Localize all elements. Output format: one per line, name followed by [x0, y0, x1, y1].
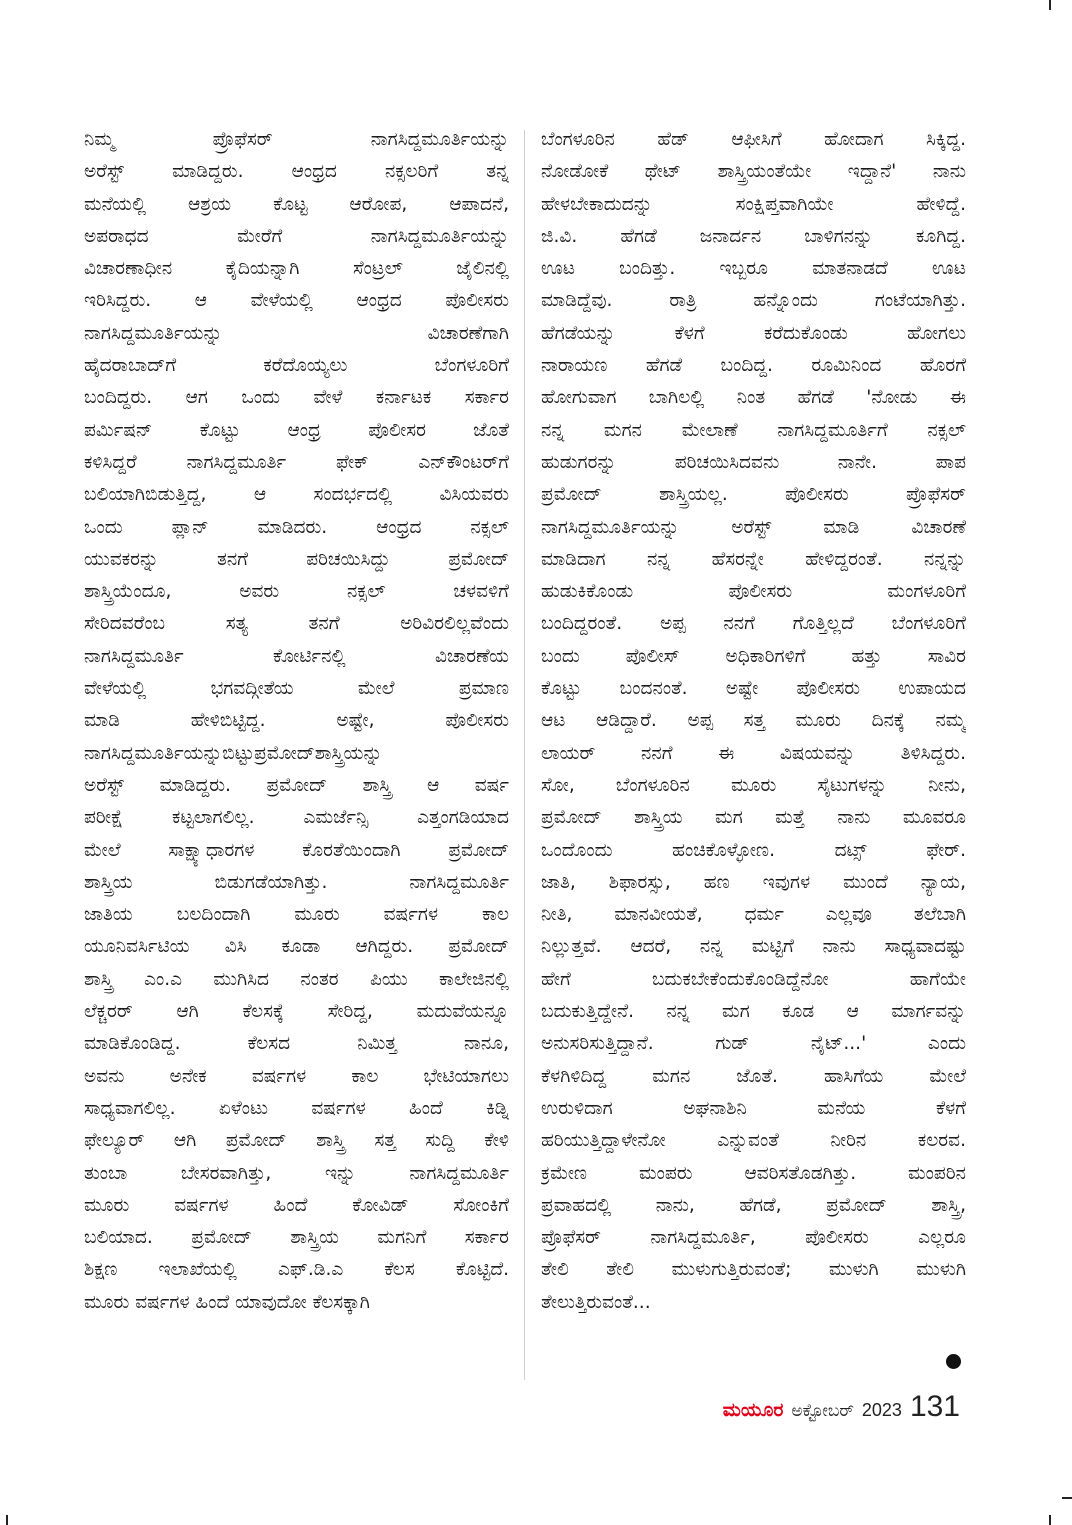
text-line: ನಿಲ್ಲುತ್ತವೆ. ಆದರೆ, ನನ್ನ ಮಟ್ಟಿಗೆ ನಾನು ಸಾಧ್ಯವಾದಷ್ಟು — [541, 936, 966, 958]
text-line: ಒಂದು ಪ್ಲಾನ್ ಮಾಡಿದರು. ಆಂಧ್ರದ ನಕ್ಸಲ್ — [84, 516, 509, 538]
column-divider — [524, 130, 525, 1380]
text-line: ಬಂದಿದ್ದರಂತೆ. ಅಪ್ಪ ನನಗೆ ಗೊತ್ತಿಲ್ಲದೆ ಬೆಂಗಳೂರಿಗೆ — [541, 613, 966, 635]
text-line: ಬಂದು ಪೊಲೀಸ್ ಅಧಿಕಾರಿಗಳಿಗೆ ಹತ್ತು ಸಾವಿರ — [541, 645, 966, 667]
issue-month: ಅಕ್ಟೋಬರ್ — [791, 1401, 854, 1421]
text-line: ಬೆಂಗಳೂರಿನ ಹೆಡ್ ಆಫೀಸಿಗೆ ಹೋದಾಗ ಸಿಕ್ಕಿದ್ದ. — [541, 129, 966, 150]
text-line: ಬಲಿಯಾದ. ಪ್ರಮೋದ್ ಶಾಸ್ತ್ರಿಯ ಮಗನಿಗೆ ಸರ್ಕಾರ — [84, 1227, 509, 1249]
crop-mark-bottom-left — [6, 1515, 8, 1525]
text-line: ಆಟ ಆಡಿದ್ದಾರೆ. ಅಪ್ಪ ಸತ್ತ ಮೂರು ದಿನಕ್ಕೆ ನಮ್ಮ — [541, 710, 966, 732]
text-line: ಜಾತಿ, ಶಿಫಾರಸ್ಸು, ಹಣ ಇವುಗಳ ಮುಂದೆ ನ್ಯಾಯ, — [541, 871, 966, 893]
text-line: ಬದುಕುತ್ತಿದ್ದೇನೆ. ನನ್ನ ಮಗ ಕೂಡ ಆ ಮಾರ್ಗವನ್ನು — [541, 1001, 966, 1023]
text-line: ಮೂರು ವರ್ಷಗಳ ಹಿಂದೆ ಕೋವಿಡ್ ಸೋಂಕಿಗೆ — [84, 1194, 509, 1216]
text-line: ಇರಿಸಿದ್ದರು. ಆ ವೇಳೆಯಲ್ಲಿ ಆಂಧ್ರದ ಪೊಲೀಸರು — [84, 290, 509, 312]
text-line: ಊಟ ಬಂದಿತ್ತು. ಇಬ್ಬರೂ ಮಾತನಾಡದೆ ಊಟ — [541, 258, 966, 280]
text-line: ಕ್ರಮೇಣ ಮಂಪರು ಆವರಿಸತೊಡಗಿತ್ತು. ಮಂಪರಿನ — [541, 1162, 966, 1184]
text-line: ನಾಗಸಿದ್ದಮೂರ್ತಿ ಕೋರ್ಟಿನಲ್ಲಿ ವಿಚಾರಣೆಯ — [84, 645, 509, 667]
text-line: ವೇಳೆಯಲ್ಲಿ ಭಗವದ್ಗೀತೆಯ ಮೇಲೆ ಪ್ರಮಾಣ — [84, 678, 509, 700]
page-number: 131 — [909, 1390, 960, 1423]
text-line: ಕೊಟ್ಟು ಬಂದನಂತೆ. ಅಷ್ಟೇ ಪೊಲೀಸರು ಉಪಾಯದ — [541, 678, 966, 700]
text-line: ಸೋ, ಬೆಂಗಳೂರಿನ ಮೂರು ಸೈಟುಗಳನ್ನು ನೀನು, — [541, 774, 966, 796]
text-line: ಪರ್ಮಿಷನ್ ಕೊಟ್ಟು ಆಂಧ್ರ ಪೊಲೀಸರ ಜೊತೆ — [84, 419, 509, 441]
text-line: ಲೆಕ್ಚರರ್ ಆಗಿ ಕೆಲಸಕ್ಕೆ ಸೇರಿದ್ದ, ಮದುವೆಯನ್ನೂ — [84, 1001, 509, 1023]
magazine-name: ಮಯೂರ — [722, 1399, 784, 1421]
text-line: ಮಾಡಿಕೊಂಡಿದ್ದ. ಕೆಲಸದ ನಿಮಿತ್ತ ನಾನೂ, — [84, 1033, 509, 1055]
text-line: ತೇಲುತ್ತಿರುವಂತೆ... — [541, 1291, 651, 1313]
text-line: ಶಾಸ್ತ್ರಿ ಎಂ.ಎ ಮುಗಿಸಿದ ನಂತರ ಪಿಯು ಕಾಲೇಜಿನಲ್ಲಿ — [84, 968, 509, 990]
text-line: ಶಾಸ್ತ್ರಿಯೆಂದೂ, ಅವರು ನಕ್ಸಲ್ ಚಳವಳಿಗೆ — [84, 581, 509, 603]
text-line: ಕಳಿಸಿದ್ದರೆ ನಾಗಸಿದ್ದಮೂರ್ತಿ ಫೇಕ್ ಎನ್‌ಕೌಂಟರ್‌ಗೆ — [84, 451, 509, 473]
text-line: ನೋಡೋಕೆ ಥೇಟ್ ಶಾಸ್ತ್ರಿಯಂತೆಯೇ ಇದ್ದಾನೆ' ನಾನು — [541, 161, 966, 183]
text-line: ಹೆಗಡೆಯನ್ನು ಕೆಳಗೆ ಕರೆದುಕೊಂಡು ಹೋಗಲು — [541, 322, 966, 344]
text-line: ಯುವಕರನ್ನು ತನಗೆ ಪರಿಚಯಿಸಿದ್ದು ಪ್ರಮೋದ್ — [84, 548, 509, 570]
text-line: ಅಪರಾಧದ ಮೇರೆಗೆ ನಾಗಸಿದ್ದಮೂರ್ತಿಯನ್ನು — [84, 225, 509, 247]
text-line: ಬಲಿಯಾಗಿಬಿಡುತ್ತಿದ್ದ, ಆ ಸಂದರ್ಭದಲ್ಲಿ ವಿಸಿಯವರು — [84, 484, 509, 506]
text-line: ಶಾಸ್ತ್ರಿಯ ಬಿಡುಗಡೆಯಾಗಿತ್ತು. ನಾಗಸಿದ್ದಮೂರ್ತಿ — [84, 871, 509, 893]
text-line: ನಾಗಸಿದ್ದಮೂರ್ತಿಯನ್ನು ಅರೆಸ್ಟ್ ಮಾಡಿ ವಿಚಾರಣೆ — [541, 516, 966, 538]
text-line: ತುಂಬಾ ಬೇಸರವಾಗಿತ್ತು, ಇನ್ನು ನಾಗಸಿದ್ದಮೂರ್ತಿ — [84, 1162, 509, 1184]
text-line: ಯೂನಿವರ್ಸಿಟಿಯ ವಿಸಿ ಕೂಡಾ ಆಗಿದ್ದರು. ಪ್ರಮೋದ್ — [84, 936, 509, 958]
text-line: ಹೇಗೆ ಬದುಕಬೇಕೆಂದುಕೊಂಡಿದ್ದೆನೋ ಹಾಗೆಯೇ — [541, 968, 966, 990]
text-line: ನಾಗಸಿದ್ದಮೂರ್ತಿಯನ್ನು ವಿಚಾರಣೆಗಾಗಿ — [84, 322, 509, 344]
text-line: ಮಾಡಿದ್ದೆವು. ರಾತ್ರಿ ಹನ್ನೊಂದು ಗಂಟೆಯಾಗಿತ್ತು. — [541, 290, 966, 312]
text-line: ವಿಚಾರಣಾಧೀನ ಕೈದಿಯನ್ನಾಗಿ ಸೆಂಟ್ರಲ್ ಜೈಲಿನಲ್ಲಿ — [84, 258, 509, 280]
issue-year: 2023 — [861, 1400, 902, 1420]
text-line: ಪ್ರಮೋದ್ ಶಾಸ್ತ್ರಿಯ ಮಗ ಮತ್ತೆ ನಾನು ಮೂವರೂ — [541, 807, 966, 829]
text-line: ಅರೆಸ್ಟ್ ಮಾಡಿದ್ದರು. ಆಂಧ್ರದ ನಕ್ಸಲರಿಗೆ ತನ್ನ — [84, 161, 509, 183]
crop-mark-bottom-right-h — [1062, 1497, 1072, 1499]
text-line: ಒಂದೊಂದು ಹಂಚಿಕೊಳ್ಳೋಣ. ದಟ್ಸ್ ಫೇರ್. — [541, 839, 966, 861]
text-line: ಪ್ರೊಫೆಸರ್ ನಾಗಸಿದ್ದಮೂರ್ತಿ, ಪೊಲೀಸರು ಎಲ್ಲರೂ — [541, 1227, 966, 1249]
text-line: ಮನೆಯಲ್ಲಿ ಆಶ್ರಯ ಕೊಟ್ಟ ಆರೋಪ, ಆಪಾದನೆ, — [84, 193, 509, 215]
crop-mark-top-right — [1049, 0, 1051, 10]
text-line: ಹುಡುಕಿಕೊಂಡು ಪೊಲೀಸರು ಮಂಗಳೂರಿಗೆ — [541, 581, 966, 603]
text-line: ಅವನು ಅನೇಕ ವರ್ಷಗಳ ಕಾಲ ಭೇಟಿಯಾಗಲು — [84, 1065, 509, 1087]
text-line: ಮೂರು ವರ್ಷಗಳ ಹಿಂದೆ ಯಾವುದೋ ಕೆಲಸಕ್ಕಾಗಿ — [84, 1291, 370, 1313]
crop-mark-bottom-right-v — [1049, 1515, 1051, 1525]
text-line: ಶಿಕ್ಷಣ ಇಲಾಖೆಯಲ್ಲಿ ಎಫ್.ಡಿ.ಎ ಕೆಲಸ ಕೊಟ್ಟಿದೆ. — [84, 1259, 509, 1281]
text-line: ಮಾಡಿದಾಗ ನನ್ನ ಹೆಸರನ್ನೇ ಹೇಳಿದ್ದರಂತೆ. ನನ್ನನ್ನು — [541, 548, 966, 570]
text-line: ಹೇಳಬೇಕಾದುದನ್ನು ಸಂಕ್ಷಿಪ್ತವಾಗಿಯೇ ಹೇಳಿದ್ದೆ. — [541, 193, 966, 215]
right-text-column — [541, 124, 966, 1319]
text-line: ನನ್ನ ಮಗನ ಮೇಲಾಣೆ ನಾಗಸಿದ್ದಮೂರ್ತಿಗೆ ನಕ್ಸಲ್ — [541, 419, 966, 441]
text-line: ಹೋಗುವಾಗ ಬಾಗಿಲಲ್ಲಿ ನಿಂತ ಹೆಗಡೆ 'ನೋಡು ಈ — [541, 387, 966, 409]
text-line: ತೇಲಿ ತೇಲಿ ಮುಳುಗುತ್ತಿರುವಂತೆ; ಮುಳುಗಿ ಮುಳುಗಿ — [541, 1259, 966, 1281]
text-line: ಪ್ರವಾಹದಲ್ಲಿ ನಾನು, ಹೆಗಡೆ, ಪ್ರಮೋದ್ ಶಾಸ್ತ್ರಿ, — [541, 1194, 966, 1216]
text-line: ಮಾಡಿ ಹೇಳಿಬಿಟ್ಟಿದ್ದ. ಅಷ್ಟೇ, ಪೊಲೀಸರು — [84, 710, 509, 732]
text-line: ನಾರಾಯಣ ಹೆಗಡೆ ಬಂದಿದ್ದ. ರೂಮಿನಿಂದ ಹೊರಗೆ — [541, 355, 966, 377]
text-line: ಮೇಲೆ ಸಾಕ್ಷ್ಯಾಧಾರಗಳ ಕೊರತೆಯಿಂದಾಗಿ ಪ್ರಮೋದ್ — [84, 839, 509, 861]
text-line: ಹೈದರಾಬಾದ್‌ಗೆ ಕರೆದೊಯ್ಯಲು ಬೆಂಗಳೂರಿಗೆ — [84, 355, 509, 377]
text-line: ನಿಮ್ಮ ಪ್ರೊಫೆಸರ್ ನಾಗಸಿದ್ದಮೂರ್ತಿಯನ್ನು — [84, 129, 509, 150]
page-footer — [723, 1390, 960, 1434]
text-line: ಉರುಳಿದಾಗ ಅಘನಾಶಿನಿ ಮನೆಯ ಕೆಳಗೆ — [541, 1097, 966, 1119]
text-line: ಲಾಯರ್ ನನಗೆ ಈ ವಿಷಯವನ್ನು ತಿಳಿಸಿದ್ದರು. — [541, 742, 966, 764]
story-end-bullet — [946, 1354, 961, 1369]
text-line: ಜಾತಿಯ ಬಲದಿಂದಾಗಿ ಮೂರು ವರ್ಷಗಳ ಕಾಲ — [84, 904, 509, 926]
text-line: ಸಾಧ್ಯವಾಗಲಿಲ್ಲ. ಏಳೆಂಟು ವರ್ಷಗಳ ಹಿಂದೆ ಕಿಡ್ನಿ — [84, 1097, 509, 1119]
text-line: ಬಂದಿದ್ದರು. ಆಗ ಒಂದು ವೇಳೆ ಕರ್ನಾಟಕ ಸರ್ಕಾರ — [84, 387, 509, 409]
text-line: ಜಿ.ವಿ. ಹೆಗಡೆ ಜನಾರ್ದನ ಬಾಳಿಗನನ್ನು ಕೂಗಿದ್ದ. — [541, 225, 966, 247]
text-line: ಫೇಲ್ಯೂರ್ ಆಗಿ ಪ್ರಮೋದ್ ಶಾಸ್ತ್ರಿ ಸತ್ತ ಸುದ್ದಿ ಕೇಳಿ — [84, 1130, 509, 1152]
text-line: ನೀತಿ, ಮಾನವೀಯತೆ, ಧರ್ಮ ಎಲ್ಲವೂ ತಲೆಬಾಗಿ — [541, 904, 966, 926]
text-line: ಸೇರಿದವರೆಂಬ ಸತ್ಯ ತನಗೆ ಅರಿವಿರಲಿಲ್ಲವೆಂದು — [84, 613, 509, 635]
text-line: ಅರೆಸ್ಟ್ ಮಾಡಿದ್ದರು. ಪ್ರಮೋದ್ ಶಾಸ್ತ್ರಿ ಆ ವರ್ಷ — [84, 774, 509, 796]
text-line: ಪ್ರಮೋದ್ ಶಾಸ್ತ್ರಿಯಲ್ಲ. ಪೊಲೀಸರು ಪ್ರೊಫೆಸರ್ — [541, 484, 966, 506]
text-line: ಕೆಳಗಿಳಿದಿದ್ದ ಮಗನ ಜೊತೆ. ಹಾಸಿಗೆಯ ಮೇಲೆ — [541, 1065, 966, 1087]
left-text-column — [84, 124, 509, 1319]
text-line: ಹುಡುಗರನ್ನು ಪರಿಚಯಿಸಿದವನು ನಾನೇ. ಪಾಪ — [541, 451, 966, 473]
text-line: ಪರೀಕ್ಷೆ ಕಟ್ಟಲಾಗಲಿಲ್ಲ. ಎಮರ್ಜೆನ್ಸಿ ಎತ್ತಂಗಡಿಯಾದ — [84, 807, 509, 829]
text-line: ಅನುಸರಿಸುತ್ತಿದ್ದಾನೆ. ಗುಡ್ ನೈಟ್...' ಎಂದು — [541, 1033, 966, 1055]
text-line: ನಾಗಸಿದ್ದಮೂರ್ತಿಯನ್ನುಬಿಟ್ಟುಪ್ರಮೋದ್‌ಶಾಸ್ತ್ರಿಯನ್ನು — [84, 742, 383, 764]
text-line: ಹರಿಯುತ್ತಿದ್ದಾಳೇನೋ ಎನ್ನುವಂತೆ ನೀರಿನ ಕಲರವ. — [541, 1130, 966, 1152]
